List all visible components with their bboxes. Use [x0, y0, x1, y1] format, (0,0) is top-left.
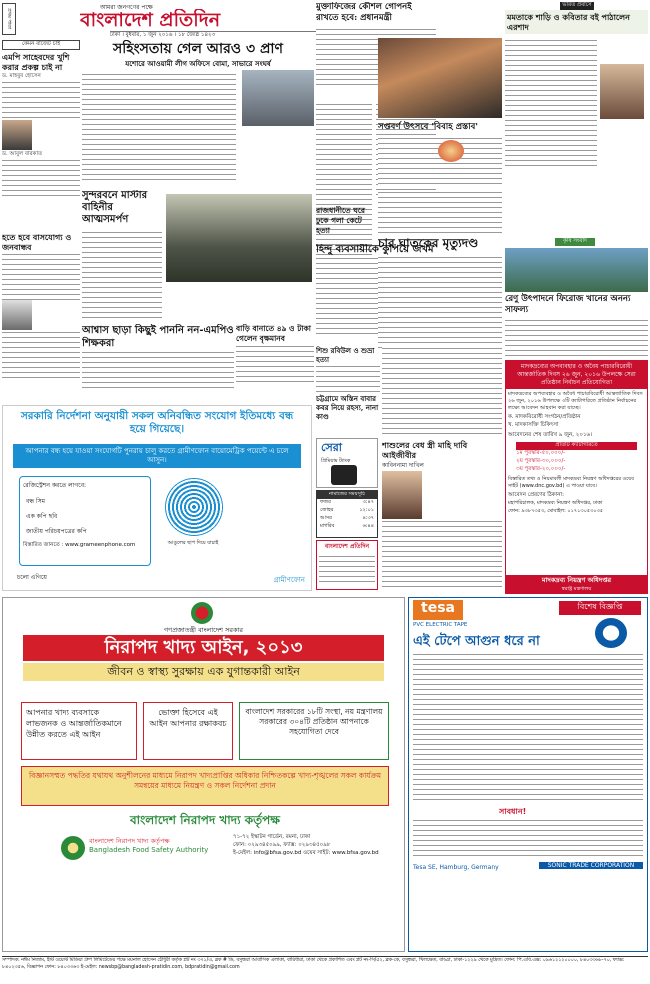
rajshahi-headline: রাজধানীতে ঘরে ঢুকে গলা কেটে হত্যা [316, 206, 366, 235]
bfsa-subtitle: জীবন ও স্বাস্থ্য সুরক্ষায় এক যুগান্তকারী আইন [23, 663, 384, 681]
bari-body [236, 344, 314, 384]
imprint: সম্পাদক: নঈম নিজাম, ইস্ট ওয়েস্ট মিডিয়া গ্রুপ লিমিটেডের পক্ষে ময়নাল হোসেন চৌধুরী কর্তৃক প্লট নং ৩৭১/এ, ব্লক # ডি, বসুন্ধরা আবাসিক এলাকা, বারিধারা, ঢাকা থেকে প্রকাশিত এবং প্লট নং-সি/৫২, ব্লক-কে, বসুন্ধরা, খিলক্ষেত, বাড্ডা, ঢাকা-১২২৯ থেকে মুদ্রিত। ফোন: পি.এবি.এক্স: ০৯৬১২১২০০০০, ৮৪০৩৩৬৮-৭০, ফ্যাক্স: ৮৪০২৩৫৬, বিজ্ঞাপন ফোন: ৮৪০৩৩৬৩ ই-মেইল: newsbp@bangladesh-pratidin.com, bdpratidin@gmail.com [2, 956, 648, 982]
bfsa-ad [2, 597, 405, 952]
tesa-notice-tag: বিশেষ বিজ্ঞপ্তি [559, 601, 641, 615]
bari-article [236, 324, 314, 404]
fingerprint-icon [165, 478, 223, 536]
ashwas-headline: আশ্বাস ছাড়া কিছুই পাননি নন-এমপিও শিক্ষকরা [82, 325, 234, 349]
bfsa-logo-en: Bangladesh Food Safety Authority [89, 846, 209, 854]
slogan: আমরা জনগণের পক্ষে [100, 4, 153, 10]
tesa-caution: সাবধান! [499, 807, 527, 816]
gp-list-item: এক কপি ছবি [26, 513, 58, 520]
bfsa-logo-bn: বাংলাদেশ নিরাপদ খাদ্য কর্তৃপক্ষ [89, 837, 170, 845]
budget-kicker: কেমন বাজেট চাই [2, 40, 80, 50]
namaz-table [316, 490, 378, 538]
fda-phone: ফোন: ৯৩৮৭৩৫৩, মোবাইল: ০১৭১৩০৫৩০৩৫ [508, 508, 604, 514]
budget-body2 [2, 158, 80, 198]
bfsa-authority: বাংলাদেশ নিরাপদ খাদ্য কর্তৃপক্ষ [129, 813, 281, 827]
gp-finger-caption: আঙুলের ছাপ দিয়ে যাচাই [167, 540, 219, 546]
tesa-body [413, 652, 643, 802]
kharul-article [382, 440, 502, 590]
namaz-row: আসর ৪:৩৭ [320, 515, 374, 521]
tesa-ad [408, 597, 648, 952]
gp-brand: গ্রামীণফোন [273, 576, 305, 584]
char-headline: চার ঘাতকের মৃত্যুদণ্ড [378, 236, 479, 250]
kharul-headline: শাশুলের বেধ স্ত্রী মাহি দাবি আইজীবীর [382, 440, 468, 460]
shishu-headline: শিশু রবিউল ও শুভ্রা হত্যা [316, 346, 375, 364]
fda-intro: মাদকদ্রব্যের অপব্যবহার ও অবৈধ পাচারবিরোধী আন্তর্জাতিক দিবস ২৬ জুন, ২০১৬ উপলক্ষে ৩টি ক্যাটাগরিতে প্রতিষ্ঠান নির্বাচনের লক্ষ্যে আবেদন আহবান করা যাচ্ছে। [508, 391, 643, 411]
fda-cat-b: খ. মাদকাসক্তি চিকিৎসা [508, 422, 559, 428]
gp-ad [2, 405, 312, 591]
sundarban-photo [166, 194, 312, 282]
fda-header: মাদকদ্রব্যের অপব্যবহার ও অবৈধ পাচারবিরোধী আন্তর্জাতিক দিবস ২৬ জুন, ২০১৬ উপলক্ষে সেরা প্রতিষ্ঠান নির্বাচন প্রতিযোগিতা [506, 361, 647, 389]
tesa-tape-icon [595, 618, 627, 648]
gp-subhead: আপনার বন্ধ হয়ে যাওয়া সংযোগটি পুনরায় চালু করতে গ্রামীণফোন বায়োমেট্রিক পয়েন্টে এ চলে আসুন। [13, 444, 301, 468]
fda-org-bar [506, 575, 647, 593]
basobadi-body2 [2, 330, 80, 380]
newspaper-title: বাংলাদেশ প্রতিদিন [80, 9, 221, 31]
bfsa-gov-emblem-icon [191, 602, 213, 624]
mamata-body [505, 38, 597, 168]
rajshahi-body [378, 190, 502, 236]
tesa-footer-left: Tesa SE, Hamburg, Germany [413, 864, 499, 871]
saptabarna-headline: সপ্তবর্ণ উৎসবে 'বিবাহ প্রস্তাব' [378, 122, 478, 132]
budget-photo [2, 120, 32, 150]
gp-tagline: চলো এগিয়ে [17, 574, 47, 581]
sera-sub: প্রিমিয়াম ট্যাংক [321, 458, 351, 464]
kharul-sub: কাবিননামা দাখিল [382, 462, 424, 469]
tesa-footer-right: SONIC TRADE CORPORATION [539, 862, 643, 869]
mamata-headline: মমতাকে শাড়ি ও কবিতার বই পাঠালেন এরশাদ [505, 10, 648, 34]
sera-ad [316, 438, 378, 488]
krishi-headline: রেণু উৎপাদনে ফিরোজ খানের অনন্য সাফল্য [505, 294, 631, 315]
chittagong-headline: চট্টগ্রামে অস্তিন বাবার কবর নিয়ে রহস্য, নানা কাণ্ড [316, 394, 379, 421]
budget-headline: এমপি সাহেবদের খুশি করার প্রকল্প চাই না [2, 52, 70, 72]
kharul-body [382, 519, 502, 590]
bfsa-phone: ফোন: ০২৯৩৪৫০৯৯, ফ্যাক্স: ০২৯৩৪৫০৯৮ [233, 842, 331, 848]
gp-list [19, 476, 151, 566]
namaz-row: মাগরিব ৬:৪৪ [320, 523, 374, 529]
mamata-photo [600, 64, 644, 119]
fda-org-sub: স্বরাষ্ট্র মন্ত্রণালয় [561, 586, 592, 592]
kharul-photo [382, 471, 422, 519]
bp-box-title: বাংলাদেশ প্রতিদিন [324, 543, 370, 550]
bfsa-box1: আপনার খাদ্য ব্যবসাকে লাভজনক ও আন্তর্জাতিকমানে উন্নীত করতে এই আইন [21, 702, 137, 760]
gp-headline: সরকারি নির্দেশনা অনুযায়ী সকল অনিবন্ধিত সংযোগ ইতিমধ্যে বন্ধ হয়ে গিয়েছে। [20, 410, 294, 435]
bfsa-address: ৭১-৭২ ইস্কাটন গার্ডেন, রমনা, ঢাকা [233, 834, 311, 840]
sundarban-body [82, 230, 162, 318]
bfsa-box3: বাংলাদেশ সরকারের ১৮টি সংস্থা, নয় মন্ত্রণালয় সরকারের ৩০৪টি প্রতিষ্ঠান আপনাকে সহযোগিতা দেবে [239, 702, 389, 760]
saptabarna-photo [378, 38, 502, 118]
tesa-brand: tesa [413, 600, 463, 620]
krishi-article [505, 238, 648, 358]
mamata-article [505, 2, 648, 234]
sera-tank-icon [331, 465, 357, 485]
bfsa-title: নিরাপদ খাদ্য আইন, ২০১৩ [23, 635, 384, 661]
hindu-headline: হিন্দু ব্যবসায়ীকে কুপিয়ে জখম [316, 244, 434, 255]
lead-subhead: যশোরে আওয়ামী লীগ অফিসে বোমা, সাভারে সংঘর্ষ [125, 59, 271, 68]
namaz-row: ফজর ৩:৪৭ [320, 499, 374, 505]
lead-photo [242, 70, 314, 126]
fda-details: বিস্তারিত তথ্য ও নিয়মাবলী মাদকদ্রব্য নিয়ন্ত্রণ অধিদপ্তরের ওয়েব সাইট (www.dnc.gov.bd) এ পাওয়া যাবে। [508, 476, 634, 489]
sundarban-headline: সুন্দরবনে মাস্টার বাহিনীর আত্মসমর্পণ [82, 190, 148, 225]
shishu-body [316, 364, 380, 394]
shishu-box [316, 346, 380, 436]
krishi-body [505, 318, 648, 358]
char-body [378, 255, 502, 350]
lead-article [82, 40, 314, 180]
chittagong-body [382, 346, 502, 436]
gp-list-item: বন্ধ সিম [26, 498, 46, 505]
budget-box [2, 40, 80, 228]
fda-deadline: আবেদনের শেষ তারিখ ৯ জুন, ২০১৬। [508, 432, 593, 438]
budget-name2: ড. আবুল বারকাত [2, 151, 43, 157]
bfsa-logo-icon [61, 836, 85, 860]
fda-prize: ২য় পুরস্কার-৩০,০০০/- [516, 458, 566, 464]
basobadi-headline: হতে হবে বাসযোগ্য ও জনবান্ধব [2, 232, 72, 252]
krishi-tag: কৃষি সংবাদ [555, 238, 595, 246]
fda-cat-a: ক. মাদকবিরোধী সংগঠন/প্রতিষ্ঠান [508, 414, 581, 420]
lead-body [82, 72, 236, 180]
fda-prize: ১ম পুরস্কার-৫০,০০০/- [516, 450, 566, 456]
gp-list-title: রেজিস্ট্রেশন করতে লাগবে: [23, 482, 87, 489]
vertical-tag: প্রথম পাতা [2, 3, 16, 35]
tesa-body2 [413, 818, 643, 858]
basobadi-photo [2, 300, 32, 330]
bfsa-gov: গণপ্রজাতন্ত্রী বাংলাদেশ সরকার [164, 626, 243, 634]
saptabarna-logo [438, 140, 464, 162]
dateline: ঢাকা । বুধবার, ১ জুন ২০১৬ । ১৮ জ্যৈষ্ঠ ১৪২৩ [110, 31, 340, 38]
budget-body [2, 80, 80, 120]
bfsa-banner: বিজ্ঞানসম্মত পদ্ধতির যথাযথ অনুশীলনের মাধ্যমে নিরাপদ খাদ্যপ্রাপ্তির অধিকার নিশ্চিতকল্পে খাদ্য-শৃঙ্খলের সকল কার্যক্রম সমন্বয়ের মাধ্যমে নিয়ন্ত্রণ ও সকল নির্দেশনা প্রদান [21, 766, 389, 806]
namaz-row: জোহর ১২:০১ [320, 507, 374, 513]
fda-prize: ৩য় পুরস্কার-২০,০০০/- [516, 466, 566, 472]
budget-byline: ড. মাহবুব হোসেন [2, 73, 41, 79]
bp-box-body [319, 554, 375, 584]
fda-ad [505, 360, 648, 594]
mamata-tag: ভারত প্রবাসে [560, 2, 594, 10]
tesa-slogan: এই টেপে আগুন ধরে না [413, 634, 540, 649]
pm-headline: মুক্তাফিজের কৌশল গোপনই রাখতে হবে: প্রধানমন্ত্রী [316, 2, 412, 23]
basobadi-body [2, 252, 80, 300]
basobadi-article [2, 232, 80, 382]
fda-address-label: আবেদন প্রেরণের ঠিকানা: [508, 492, 564, 498]
ashwas-body [82, 350, 234, 390]
tesa-product: PVC ELECTRIC TAPE [413, 622, 468, 628]
fda-address: মহাপরিচালক, মাদকদ্রব্য নিয়ন্ত্রণ অধিদপ্তর, ঢাকা [508, 500, 603, 506]
fda-prize-title: প্রতিটি ক্যাটাগরিতে [516, 442, 637, 450]
lead-headline: সহিংসতায় গেল আরও ৩ প্রাণ [113, 41, 283, 57]
namaz-title: নামাজের সময়সূচি [317, 491, 377, 499]
bfsa-box2: ভোক্তা হিসেবে এই আইন আপনার রক্ষাকবচ [143, 702, 233, 760]
gp-footer: বিস্তারিত জানতে : www.grameenphone.com [23, 542, 136, 548]
sera-brand: সেরা [321, 441, 342, 454]
bari-headline: বাড়ি বানাতে ৪৯ ও টাকা গেলেন বৃক্ষমানব [236, 324, 311, 343]
bfsa-web: ই-মেইল: info@bfsa.gov.bd ওয়েব সাইট: www.bfsa.gov.bd [233, 850, 379, 856]
fda-org: মাদকদ্রব্য নিয়ন্ত্রণ অধিদপ্তর [541, 576, 612, 584]
ashwas-article [82, 324, 234, 404]
bp-box [316, 540, 378, 590]
sundarban-article [82, 190, 314, 322]
gp-list-item: জাতীয় পরিচয়পত্রের কপি [26, 528, 87, 535]
krishi-photo [505, 248, 648, 292]
